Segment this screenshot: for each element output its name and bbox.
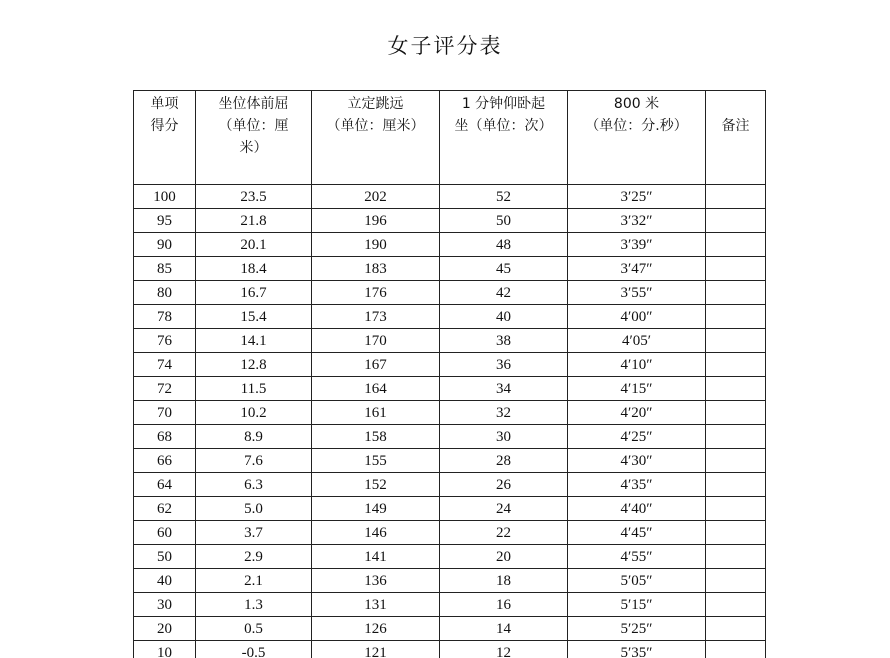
cell-score: 60 xyxy=(134,521,196,545)
cell-situps: 14 xyxy=(440,617,568,641)
cell-long-jump: 146 xyxy=(312,521,440,545)
cell-situps: 26 xyxy=(440,473,568,497)
cell-sit-reach: 11.5 xyxy=(196,377,312,401)
cell-situps: 48 xyxy=(440,233,568,257)
cell-situps: 18 xyxy=(440,569,568,593)
cell-long-jump: 149 xyxy=(312,497,440,521)
cell-score: 10 xyxy=(134,641,196,658)
cell-score: 90 xyxy=(134,233,196,257)
cell-score: 76 xyxy=(134,329,196,353)
cell-sit-reach: 7.6 xyxy=(196,449,312,473)
cell-800m: 4′10″ xyxy=(568,353,706,377)
cell-note xyxy=(706,593,766,617)
cell-score: 68 xyxy=(134,425,196,449)
table-row xyxy=(134,497,766,521)
header-situps xyxy=(440,91,568,185)
table-row xyxy=(134,209,766,233)
page-title: 女子评分表 xyxy=(387,34,503,58)
cell-note xyxy=(706,209,766,233)
cell-sit-reach: 20.1 xyxy=(196,233,312,257)
cell-long-jump: 164 xyxy=(312,377,440,401)
header-situps-line: 1 分钟仰卧起 xyxy=(461,96,546,112)
cell-situps: 50 xyxy=(440,209,568,233)
cell-note xyxy=(706,353,766,377)
header-score xyxy=(134,91,196,185)
cell-sit-reach: -0.5 xyxy=(196,641,312,658)
cell-note xyxy=(706,425,766,449)
cell-800m: 3′55″ xyxy=(568,281,706,305)
cell-situps: 22 xyxy=(440,521,568,545)
cell-situps: 12 xyxy=(440,641,568,658)
cell-800m: 4′45″ xyxy=(568,521,706,545)
cell-situps: 52 xyxy=(440,185,568,209)
cell-long-jump: 158 xyxy=(312,425,440,449)
table-row xyxy=(134,281,766,305)
cell-800m: 4′35″ xyxy=(568,473,706,497)
table-row xyxy=(134,521,766,545)
cell-note xyxy=(706,401,766,425)
cell-800m: 4′40″ xyxy=(568,497,706,521)
cell-situps: 28 xyxy=(440,449,568,473)
cell-note xyxy=(706,305,766,329)
table-row xyxy=(134,545,766,569)
cell-sit-reach: 18.4 xyxy=(196,257,312,281)
score-table xyxy=(133,90,766,658)
cell-score: 95 xyxy=(134,209,196,233)
table-header-row xyxy=(134,91,766,185)
cell-long-jump: 121 xyxy=(312,641,440,658)
header-sit-reach xyxy=(196,91,312,185)
cell-sit-reach: 0.5 xyxy=(196,617,312,641)
cell-800m: 4′20″ xyxy=(568,401,706,425)
cell-sit-reach: 3.7 xyxy=(196,521,312,545)
cell-long-jump: 136 xyxy=(312,569,440,593)
table-row xyxy=(134,353,766,377)
cell-800m: 4′05′ xyxy=(568,329,706,353)
cell-situps: 34 xyxy=(440,377,568,401)
cell-800m: 4′15″ xyxy=(568,377,706,401)
header-score-line: 得分 xyxy=(150,118,179,134)
cell-score: 70 xyxy=(134,401,196,425)
cell-sit-reach: 14.1 xyxy=(196,329,312,353)
table-row xyxy=(134,569,766,593)
cell-situps: 30 xyxy=(440,425,568,449)
cell-long-jump: 155 xyxy=(312,449,440,473)
table-row xyxy=(134,641,766,658)
cell-note xyxy=(706,569,766,593)
cell-long-jump: 131 xyxy=(312,593,440,617)
cell-situps: 20 xyxy=(440,545,568,569)
cell-sit-reach: 1.3 xyxy=(196,593,312,617)
cell-long-jump: 183 xyxy=(312,257,440,281)
cell-score: 30 xyxy=(134,593,196,617)
table-row xyxy=(134,233,766,257)
cell-note xyxy=(706,449,766,473)
cell-800m: 3′25″ xyxy=(568,185,706,209)
cell-800m: 4′00″ xyxy=(568,305,706,329)
cell-sit-reach: 5.0 xyxy=(196,497,312,521)
cell-sit-reach: 15.4 xyxy=(196,305,312,329)
cell-situps: 16 xyxy=(440,593,568,617)
cell-score: 100 xyxy=(134,185,196,209)
cell-score: 50 xyxy=(134,545,196,569)
cell-note xyxy=(706,233,766,257)
cell-800m: 3′47″ xyxy=(568,257,706,281)
cell-sit-reach: 6.3 xyxy=(196,473,312,497)
cell-long-jump: 173 xyxy=(312,305,440,329)
cell-800m: 5′25″ xyxy=(568,617,706,641)
header-note: 备注 xyxy=(706,91,766,185)
header-situps-line: 坐（单位：次） xyxy=(454,118,553,134)
cell-note xyxy=(706,329,766,353)
cell-score: 20 xyxy=(134,617,196,641)
cell-long-jump: 196 xyxy=(312,209,440,233)
cell-800m: 3′39″ xyxy=(568,233,706,257)
cell-note xyxy=(706,617,766,641)
table-row xyxy=(134,593,766,617)
table-row xyxy=(134,449,766,473)
cell-long-jump: 152 xyxy=(312,473,440,497)
table-row xyxy=(134,473,766,497)
table-row xyxy=(134,257,766,281)
table-row xyxy=(134,377,766,401)
header-800m-line: （单位：分.秒） xyxy=(585,118,688,134)
cell-situps: 42 xyxy=(440,281,568,305)
header-sit-reach-line: 坐位体前屈 xyxy=(218,96,289,112)
cell-score: 40 xyxy=(134,569,196,593)
table-row xyxy=(134,185,766,209)
cell-score: 72 xyxy=(134,377,196,401)
cell-long-jump: 161 xyxy=(312,401,440,425)
header-long-jump-line: （单位：厘米） xyxy=(326,118,425,134)
header-long-jump xyxy=(312,91,440,185)
cell-score: 64 xyxy=(134,473,196,497)
cell-sit-reach: 21.8 xyxy=(196,209,312,233)
header-score-line: 单项 xyxy=(150,96,179,112)
cell-score: 62 xyxy=(134,497,196,521)
cell-long-jump: 176 xyxy=(312,281,440,305)
cell-long-jump: 170 xyxy=(312,329,440,353)
header-sit-reach-line: 米） xyxy=(239,140,268,156)
cell-note xyxy=(706,473,766,497)
cell-800m: 5′15″ xyxy=(568,593,706,617)
cell-score: 78 xyxy=(134,305,196,329)
cell-long-jump: 202 xyxy=(312,185,440,209)
cell-long-jump: 141 xyxy=(312,545,440,569)
cell-800m: 5′35″ xyxy=(568,641,706,658)
header-800m xyxy=(568,91,706,185)
table-row xyxy=(134,617,766,641)
cell-800m: 3′32″ xyxy=(568,209,706,233)
cell-note xyxy=(706,641,766,658)
table-row xyxy=(134,425,766,449)
cell-800m: 5′05″ xyxy=(568,569,706,593)
cell-score: 74 xyxy=(134,353,196,377)
cell-long-jump: 126 xyxy=(312,617,440,641)
cell-note xyxy=(706,281,766,305)
cell-sit-reach: 2.9 xyxy=(196,545,312,569)
cell-situps: 24 xyxy=(440,497,568,521)
cell-sit-reach: 16.7 xyxy=(196,281,312,305)
cell-note xyxy=(706,377,766,401)
cell-score: 66 xyxy=(134,449,196,473)
cell-situps: 40 xyxy=(440,305,568,329)
cell-score: 80 xyxy=(134,281,196,305)
cell-800m: 4′55″ xyxy=(568,545,706,569)
cell-situps: 32 xyxy=(440,401,568,425)
cell-800m: 4′25″ xyxy=(568,425,706,449)
cell-score: 85 xyxy=(134,257,196,281)
cell-note xyxy=(706,521,766,545)
cell-situps: 38 xyxy=(440,329,568,353)
header-sit-reach-line: （单位：厘 xyxy=(218,118,289,134)
cell-situps: 36 xyxy=(440,353,568,377)
table-body xyxy=(134,185,766,658)
cell-sit-reach: 8.9 xyxy=(196,425,312,449)
cell-sit-reach: 10.2 xyxy=(196,401,312,425)
table-row xyxy=(134,401,766,425)
cell-sit-reach: 23.5 xyxy=(196,185,312,209)
cell-long-jump: 190 xyxy=(312,233,440,257)
header-long-jump-line: 立定跳远 xyxy=(347,96,404,112)
cell-sit-reach: 2.1 xyxy=(196,569,312,593)
table-row xyxy=(134,329,766,353)
cell-sit-reach: 12.8 xyxy=(196,353,312,377)
table-row xyxy=(134,305,766,329)
cell-note xyxy=(706,545,766,569)
cell-note xyxy=(706,257,766,281)
cell-800m: 4′30″ xyxy=(568,449,706,473)
cell-situps: 45 xyxy=(440,257,568,281)
cell-long-jump: 167 xyxy=(312,353,440,377)
cell-note xyxy=(706,497,766,521)
cell-note xyxy=(706,185,766,209)
header-800m-line: 800 米 xyxy=(613,96,660,112)
